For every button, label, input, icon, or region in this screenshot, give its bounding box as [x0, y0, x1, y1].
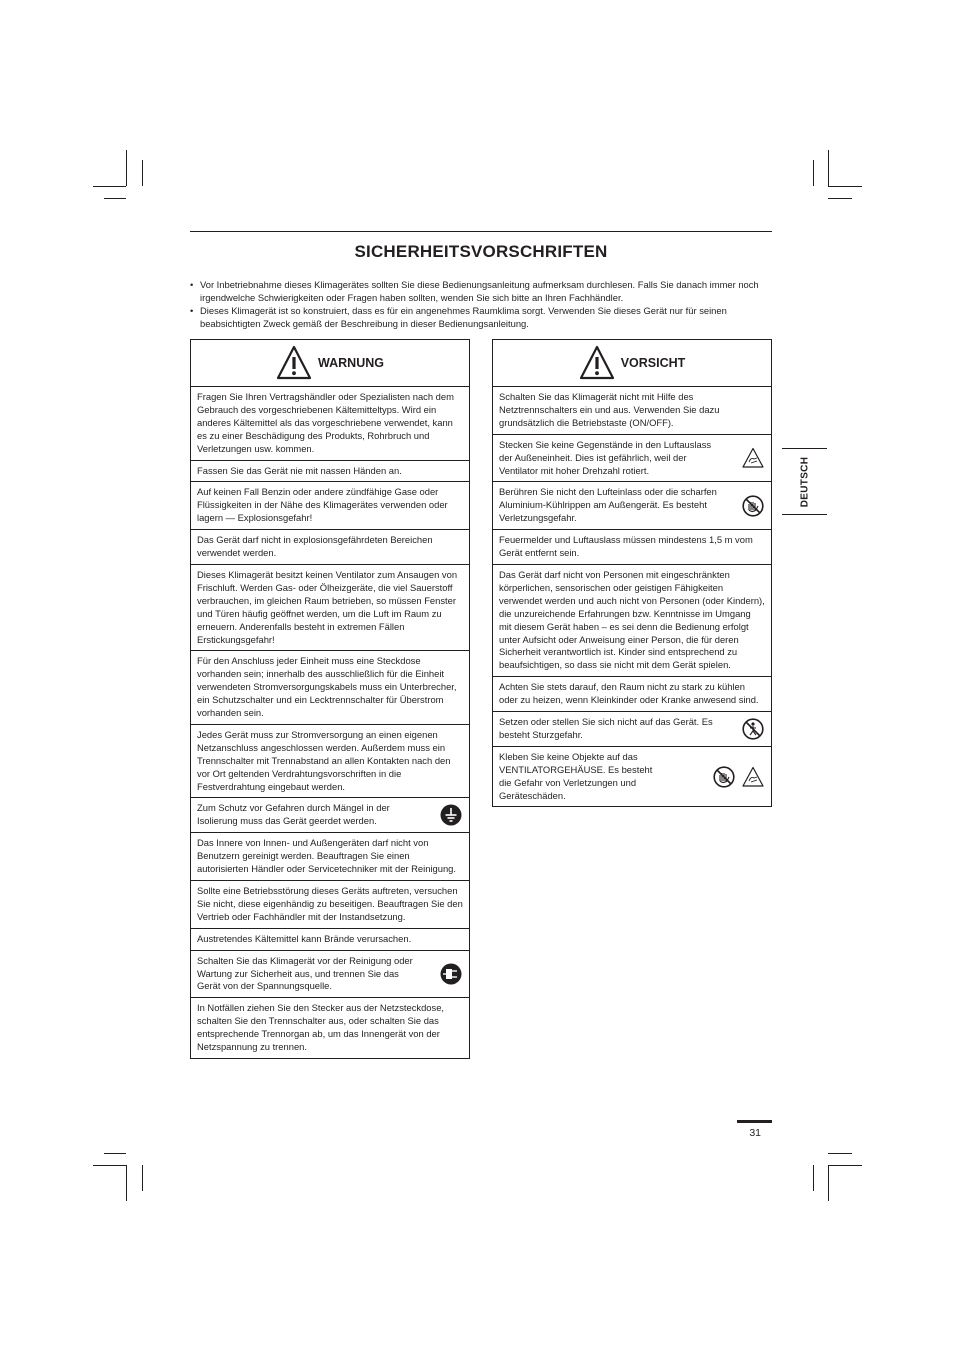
list-item: Für den Anschluss jeder Einheit muss eine Steckdose vorhanden sein; innerhalb des ausschließlich für die Einheit verwendeten Stromversorgungskabels muss ein Unterbrecher, ein Schutzschalter und ein Lecktrennschalter für Überstrom vorhanden sein. [191, 651, 469, 725]
warning-triangle-icon [579, 345, 615, 381]
no-touch-icon [713, 766, 735, 788]
crop-mark [813, 160, 814, 186]
list-item: Feuermelder und Luftauslass müssen mindestens 1,5 m vom Gerät entfernt sein. [493, 530, 771, 565]
crop-mark [828, 1165, 862, 1166]
crop-mark [828, 150, 829, 186]
intro-item: • Dieses Klimagerät ist so konstruiert, dass es für ein angenehmes Raumklima sorgt. Verwenden Sie dieses Gerät nur für seinen beabsichtigten Zweck gemäß der Beschreibung in dieser Bedienungsanleitung. [190, 304, 772, 330]
list-item: Berühren Sie nicht den Lufteinlass oder die scharfen Aluminium-Kühlrippen am Außengerät. Es besteht Verletzungsgefahr. [493, 482, 771, 530]
intro-item: • Vor Inbetriebnahme dieses Klimagerätes sollten Sie diese Bedienungsanleitung aufmerksam durchlesen. Falls Sie danach immer noch irgendwelche Schwierigkeiten oder Fragen haben sollten, wenden Sie sich bitte an Ihren Fachhändler. [190, 278, 772, 304]
crop-mark [813, 1165, 814, 1191]
crop-mark [104, 198, 126, 199]
warnung-panel [190, 339, 470, 1059]
no-step-icon [742, 718, 764, 740]
list-item: Austretendes Kältemittel kann Brände verursachen. [191, 929, 469, 951]
vorsicht-list [493, 387, 771, 806]
list-item: Fassen Sie das Gerät nie mit nassen Händen an. [191, 461, 469, 483]
warnung-heading: WARNUNG [318, 356, 384, 370]
language-tab [782, 448, 827, 515]
language-label: DEUTSCH [799, 456, 810, 507]
list-item: Schalten Sie das Klimagerät vor der Reinigung oder Wartung zur Sicherheit aus, und trennen Sie das Gerät von der Spannungsquelle. [191, 951, 469, 999]
page-title: SICHERHEITSVORSCHRIFTEN [354, 242, 608, 261]
crop-mark [104, 1153, 126, 1154]
header-rule [190, 231, 772, 232]
list-item: Dieses Klimagerät besitzt keinen Ventilator zum Ansaugen von Frischluft. Werden Gas- oder Ölheizgeräte, die viel Sauerstoff verbrauchen, im gleichen Raum betrieben, so müssen Fenster und Türen häufig geöffnet werden, um die Luft im Raum zu erneuern. Anderenfalls besteht in extremen Fällen Erstickungsgefahr! [191, 565, 469, 651]
page-number-bar [737, 1120, 772, 1123]
page-number: 31 [749, 1127, 761, 1139]
crop-mark [142, 160, 143, 186]
crop-mark [142, 1165, 143, 1191]
list-item: Setzen oder stellen Sie sich nicht auf das Gerät. Es besteht Sturzgefahr. [493, 712, 771, 747]
vorsicht-header [493, 340, 771, 387]
warning-triangle-icon [276, 345, 312, 381]
crop-mark [828, 1153, 852, 1154]
crop-mark [126, 1165, 127, 1201]
list-item: Das Innere von Innen- und Außengeräten darf nicht von Benutzern gereinigt werden. Beauftragen Sie einen autorisierten Händler oder Servicetechniker mit der Reinigung. [191, 833, 469, 881]
caution-hand-icon [742, 766, 764, 788]
vorsicht-panel [492, 339, 772, 807]
list-item: Das Gerät darf nicht in explosionsgefährdeten Bereichen verwendet werden. [191, 530, 469, 565]
crop-mark [828, 198, 852, 199]
crop-mark [828, 1165, 829, 1201]
list-item: Schalten Sie das Klimagerät nicht mit Hilfe des Netztrennschalters ein und aus. Verwenden Sie dazu grundsätzlich die Betriebstaste (ON/OFF). [493, 387, 771, 435]
list-item: In Notfällen ziehen Sie den Stecker aus der Netzsteckdose, schalten Sie den Trennschalter aus, oder schalten Sie das entsprechende Trennorgan ab, um das Innengerät von der Netzspannung zu trennen. [197, 1002, 445, 1053]
crop-mark [93, 1165, 126, 1166]
unplug-icon [440, 963, 462, 985]
crop-mark [93, 186, 126, 187]
no-touch-icon [742, 495, 764, 517]
list-item: Sollte eine Betriebsstörung dieses Geräts auftreten, versuchen Sie nicht, diese eigenhändig zu beseitigen. Beauftragen Sie den Vertrieb oder Fachhändler mit der Instandsetzung. [191, 881, 469, 929]
warnung-list [191, 387, 469, 1058]
list-item: Fragen Sie Ihren Vertragshändler oder Spezialisten nach dem Gebrauch des vorgeschriebenen Kältemitteltyps. Wird ein anderes Kältemittel als das vorgeschriebene verwendet, kann es zu einer Beschädigung des Produkts, Rohrbruch und Verletzungen usw. kommen. [191, 387, 469, 461]
list-item: Stecken Sie keine Gegenstände in den Luftauslass der Außeneinheit. Dies ist gefährlich, weil der Ventilator mit hoher Drehzahl rotiert. [493, 435, 771, 483]
list-item: Zum Schutz vor Gefahren durch Mängel in der Isolierung muss das Gerät geerdet werden. [191, 798, 469, 833]
list-item: Achten Sie stets darauf, den Raum nicht zu stark zu kühlen oder zu heizen, wenn Kleinkinder oder Kranke anwesend sind. [493, 677, 771, 712]
crop-mark [828, 186, 862, 187]
list-item: Auf keinen Fall Benzin oder andere zündfähige Gase oder Flüssigkeiten in der Nähe des Klimagerätes verwenden oder lagern — Explosionsgefahr! [191, 482, 469, 530]
vorsicht-heading: VORSICHT [620, 356, 686, 370]
ground-symbol-icon [440, 804, 462, 826]
warnung-header [191, 340, 469, 387]
list-item: Das Gerät darf nicht von Personen mit eingeschränkten körperlichen, sensorischen oder geistigen Fähigkeiten verwendet werden und auch nicht von Personen (oder Kindern), die unzureichende Erfahrungen bzw. Kenntnisse im Umgang mit diesem Gerät haben – es sei denn die Bedienung erfolgt unter Aufsicht oder Anweisung einer Person, die für deren Sicherheit verantwortlich ist. Kinder sind entsprechend zu beaufsichtigen, so dass sie nicht mit dem Gerät spielen. [493, 565, 771, 677]
crop-mark [126, 150, 127, 186]
caution-hand-icon [742, 447, 764, 469]
list-item: Kleben Sie keine Objekte auf das VENTILATORGEHÄUSE. Es besteht die Gefahr von Verletzungen und Geräteschäden. [493, 747, 771, 807]
intro-list [190, 278, 772, 330]
list-item: Jedes Gerät muss zur Stromversorgung an einen eigenen Netzanschluss angeschlossen werden. Außerdem muss ein Trennschalter mit Trennabstand an allen Kontakten nach den vor Ort geltenden Verdrahtungsvorschriften in die Festverdrahtung eingebaut werden. [191, 725, 469, 799]
